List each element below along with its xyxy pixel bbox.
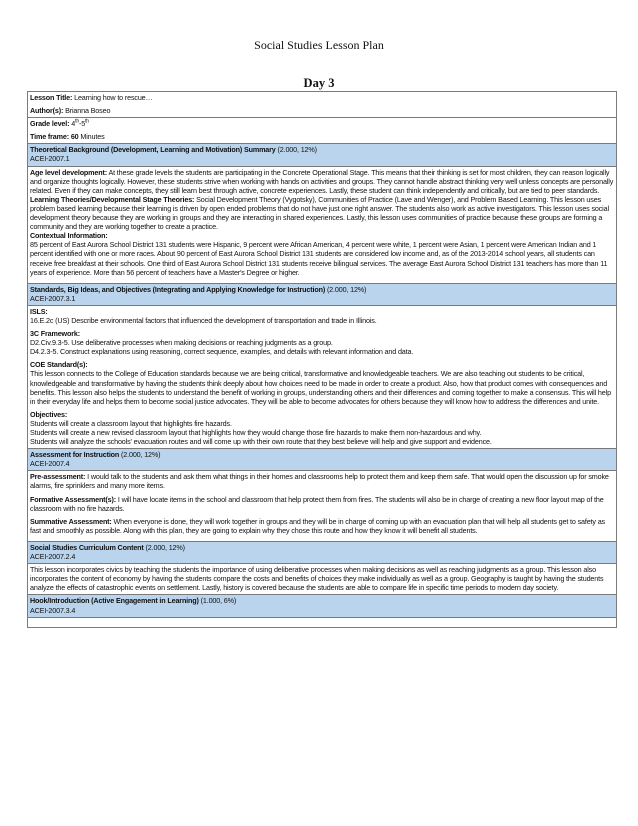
objective-item: Students will analyze the schools' evacuation routes and will come up with their own route that they best believe will help and give support and evidence. xyxy=(30,437,492,447)
theoretical-header-row xyxy=(28,144,617,166)
author-value: Brianna Boseo xyxy=(65,106,111,116)
standards-points: (2.000, 12%) xyxy=(326,284,367,294)
grade-value: 4th-5th xyxy=(71,118,89,129)
hook-body xyxy=(28,617,617,627)
time-frame-value: 60 xyxy=(70,132,79,142)
hook-header-row xyxy=(28,595,617,617)
time-frame-unit: Minutes xyxy=(80,132,105,142)
lesson-title-label: Lesson Title: xyxy=(30,93,73,102)
assessment-heading: Assessment for Instruction xyxy=(30,450,120,460)
pre-assessment-label: Pre-assessment: xyxy=(30,472,86,482)
pre-assessment-text: I would talk to the students and ask them what things in their homes and classrooms help to protect them and keep them safe. That would open the discussion up for smoke alarms, fire sprinklers and many more items. xyxy=(30,472,609,491)
formative-assessment-text: I will have locate items in the school and classroom that help protect them from fires. The students will also be in charge of creating a new floor layout map of the classroom with no fire hazards. xyxy=(30,494,604,513)
contextual-info-label: Contextual Information: xyxy=(30,231,108,241)
contextual-info-text: 85 percent of East Aurora School District 131 students were Hispanic, 9 percent were African American, 4 percent were white, 1 percent were Asian, 1 percent were American Indian and 1 percent identified with one or more races. About 90 percent of East Aurora School District 131 students are considered low income and, as of the 2013-2014 school years, all students can receive free breakfast at their schools. One third of East Aurora School District 131 students receive bilingual services. The average East Aurora School District 131 teachers has more than 11 years of experience. More than 56 percent of teachers have a Master's Degree or higher. xyxy=(30,240,608,277)
hook-header xyxy=(28,595,617,617)
info-row xyxy=(28,92,617,118)
theoretical-points: (2.000, 12%) xyxy=(277,145,317,155)
c3-framework-line-2: D4.2.3-5. Construct explanations using reasoning, correct sequence, examples, and details with relevant information and data. xyxy=(30,347,414,357)
lesson-plan-table xyxy=(27,91,617,628)
grade-row xyxy=(28,118,617,144)
theoretical-heading: Theoretical Background (Development, Learning and Motivation) Summary xyxy=(30,145,276,155)
curriculum-text: This lesson incorporates civics by teaching the students the importance of using deliberative processes when making decisions as well as reaching judgments as a group. This lesson also incorporates the content of economy by having the students compare the costs and benefits of choices they make individually as well as a group. Geography is taught by having the students analyze the effects of catastrophic events on settlement. Lastly, history is covered because the students are able to compare life in specific time periods to modern day society. xyxy=(30,565,604,593)
c3-framework-line-1: D2.Civ.9.3-5. Use deliberative processes when making decisions or reaching judgments as a group. xyxy=(30,338,333,348)
day-title: Day 3 xyxy=(303,76,335,90)
grade-label: Grade level: xyxy=(30,119,70,129)
theoretical-header xyxy=(28,144,617,166)
formative-assessment-label: Formative Assessment(s): xyxy=(30,494,117,504)
c3-framework-label: 3C Framework: xyxy=(30,329,80,339)
assessment-body-row xyxy=(28,471,617,542)
standards-header xyxy=(28,283,617,305)
lesson-title-value: Learning how to rescue… xyxy=(74,93,153,102)
document-title: Social Studies Lesson Plan xyxy=(254,38,384,52)
objective-item: Students will create a new revised classroom layout that highlights how they would change those fire hazards to make them non-hazardous and why. xyxy=(30,428,482,437)
objectives-label: Objectives: xyxy=(30,409,68,419)
standards-code: ACEI-2007.3.1 xyxy=(30,293,76,303)
author-label: Author(s): xyxy=(30,106,64,116)
hook-code: ACEI-2007.3.4 xyxy=(30,605,76,615)
isls-label: ISLS: xyxy=(30,306,48,316)
curriculum-points: (2.000, 12%) xyxy=(145,542,185,552)
hook-body-row xyxy=(28,617,617,627)
time-frame-label: Time frame: xyxy=(30,132,69,142)
standards-heading: Standards, Big Ideas, and Objectives (Integrating and Applying Knowledge for Instruction) xyxy=(30,284,326,294)
curriculum-heading: Social Studies Curriculum Content xyxy=(30,542,144,552)
curriculum-code: ACEI-2007.2.4 xyxy=(30,552,76,562)
objective-item: Students will create a classroom layout that highlights fire hazards. xyxy=(30,418,232,428)
summative-assessment-text: When everyone is done, they will work together in groups and they will be in charge of coming up with an evacuation plan that will help all students get to safety as fast and smoothly as possible. Along with this plan, they are going to explain why they chose this route and how they know it will benefit all students. xyxy=(30,516,605,535)
assessment-header-row xyxy=(28,449,617,471)
assessment-body xyxy=(28,471,617,542)
grade-cell xyxy=(28,118,617,144)
coe-standards-text: This lesson connects to the College of Education standards because we are being critical, transformative and knowledgeable teachers. We are also teaching out students to be critical, knowledgeable and transformative by having the students think deeply about how choices need to be made in order to create a product. Also, how that product comes with consequences and benefits. This lesson also helps the students to understand the benefit of working in groups, understanding others and their differences and coming together to make a consensus. This will help in their everyday life and helps them to become social justice advocates. They will be able to become advocates for others because they will know how to address the differences and unite. xyxy=(30,369,611,406)
assessment-header xyxy=(28,449,617,471)
theoretical-code: ACEI-2007.1 xyxy=(30,154,70,164)
curriculum-body-row xyxy=(28,564,617,595)
theoretical-body-row xyxy=(28,166,617,283)
age-level-label: Age level development: xyxy=(30,167,107,177)
info-cell xyxy=(28,92,617,118)
coe-standards-label: COE Standard(s): xyxy=(30,360,88,370)
standards-body xyxy=(28,305,617,448)
hook-heading: Hook/Introduction (Active Engagement in Learning) xyxy=(30,596,199,606)
age-level-text: At these grade levels the students are participating in the Concrete Operational Stage. This means that their thinking is set for most children, they can reason logically and organize thoughts logically. However, these students strive when working with hands on activities and groups. They cannot handle abstract thinking very well unless concepts are personally related. Even if they can make concepts, they still learn best through active, concrete experiences. Lastly, these student can think independently and critically, but are tied to peer standards. xyxy=(30,167,614,195)
learning-theories-label: Learning Theories/Developmental Stage Theories: xyxy=(30,194,195,204)
assessment-points: (2.000, 12%) xyxy=(121,450,161,460)
assessment-code: ACEI-2007.4 xyxy=(30,459,70,469)
curriculum-header xyxy=(28,541,617,563)
theoretical-body xyxy=(28,166,617,283)
curriculum-body xyxy=(28,564,617,595)
learning-theories-text: Social Development Theory (Vygotsky), Communities of Practice (Lave and Wenger), and Problem Based Learning. This lesson uses problem based learning because their learning is driven by open ended problems that do not have just one right answer. The students also work as active investigators. This lesson uses social development theory because they are working in groups and they are interacting in shared experiences. Lastly, this lesson uses communities of practice because these groups are forming a community and they are working together to create a practice. xyxy=(30,194,609,232)
curriculum-header-row xyxy=(28,541,617,563)
hook-points: (1.000, 6%) xyxy=(200,596,237,606)
standards-body-row xyxy=(28,305,617,448)
isls-text: 16.E.2c (US) Describe environmental factors that influenced the development of transportation and trade in Illinois. xyxy=(30,315,377,325)
standards-header-row xyxy=(28,283,617,305)
summative-assessment-label: Summative Assessment: xyxy=(30,516,112,526)
